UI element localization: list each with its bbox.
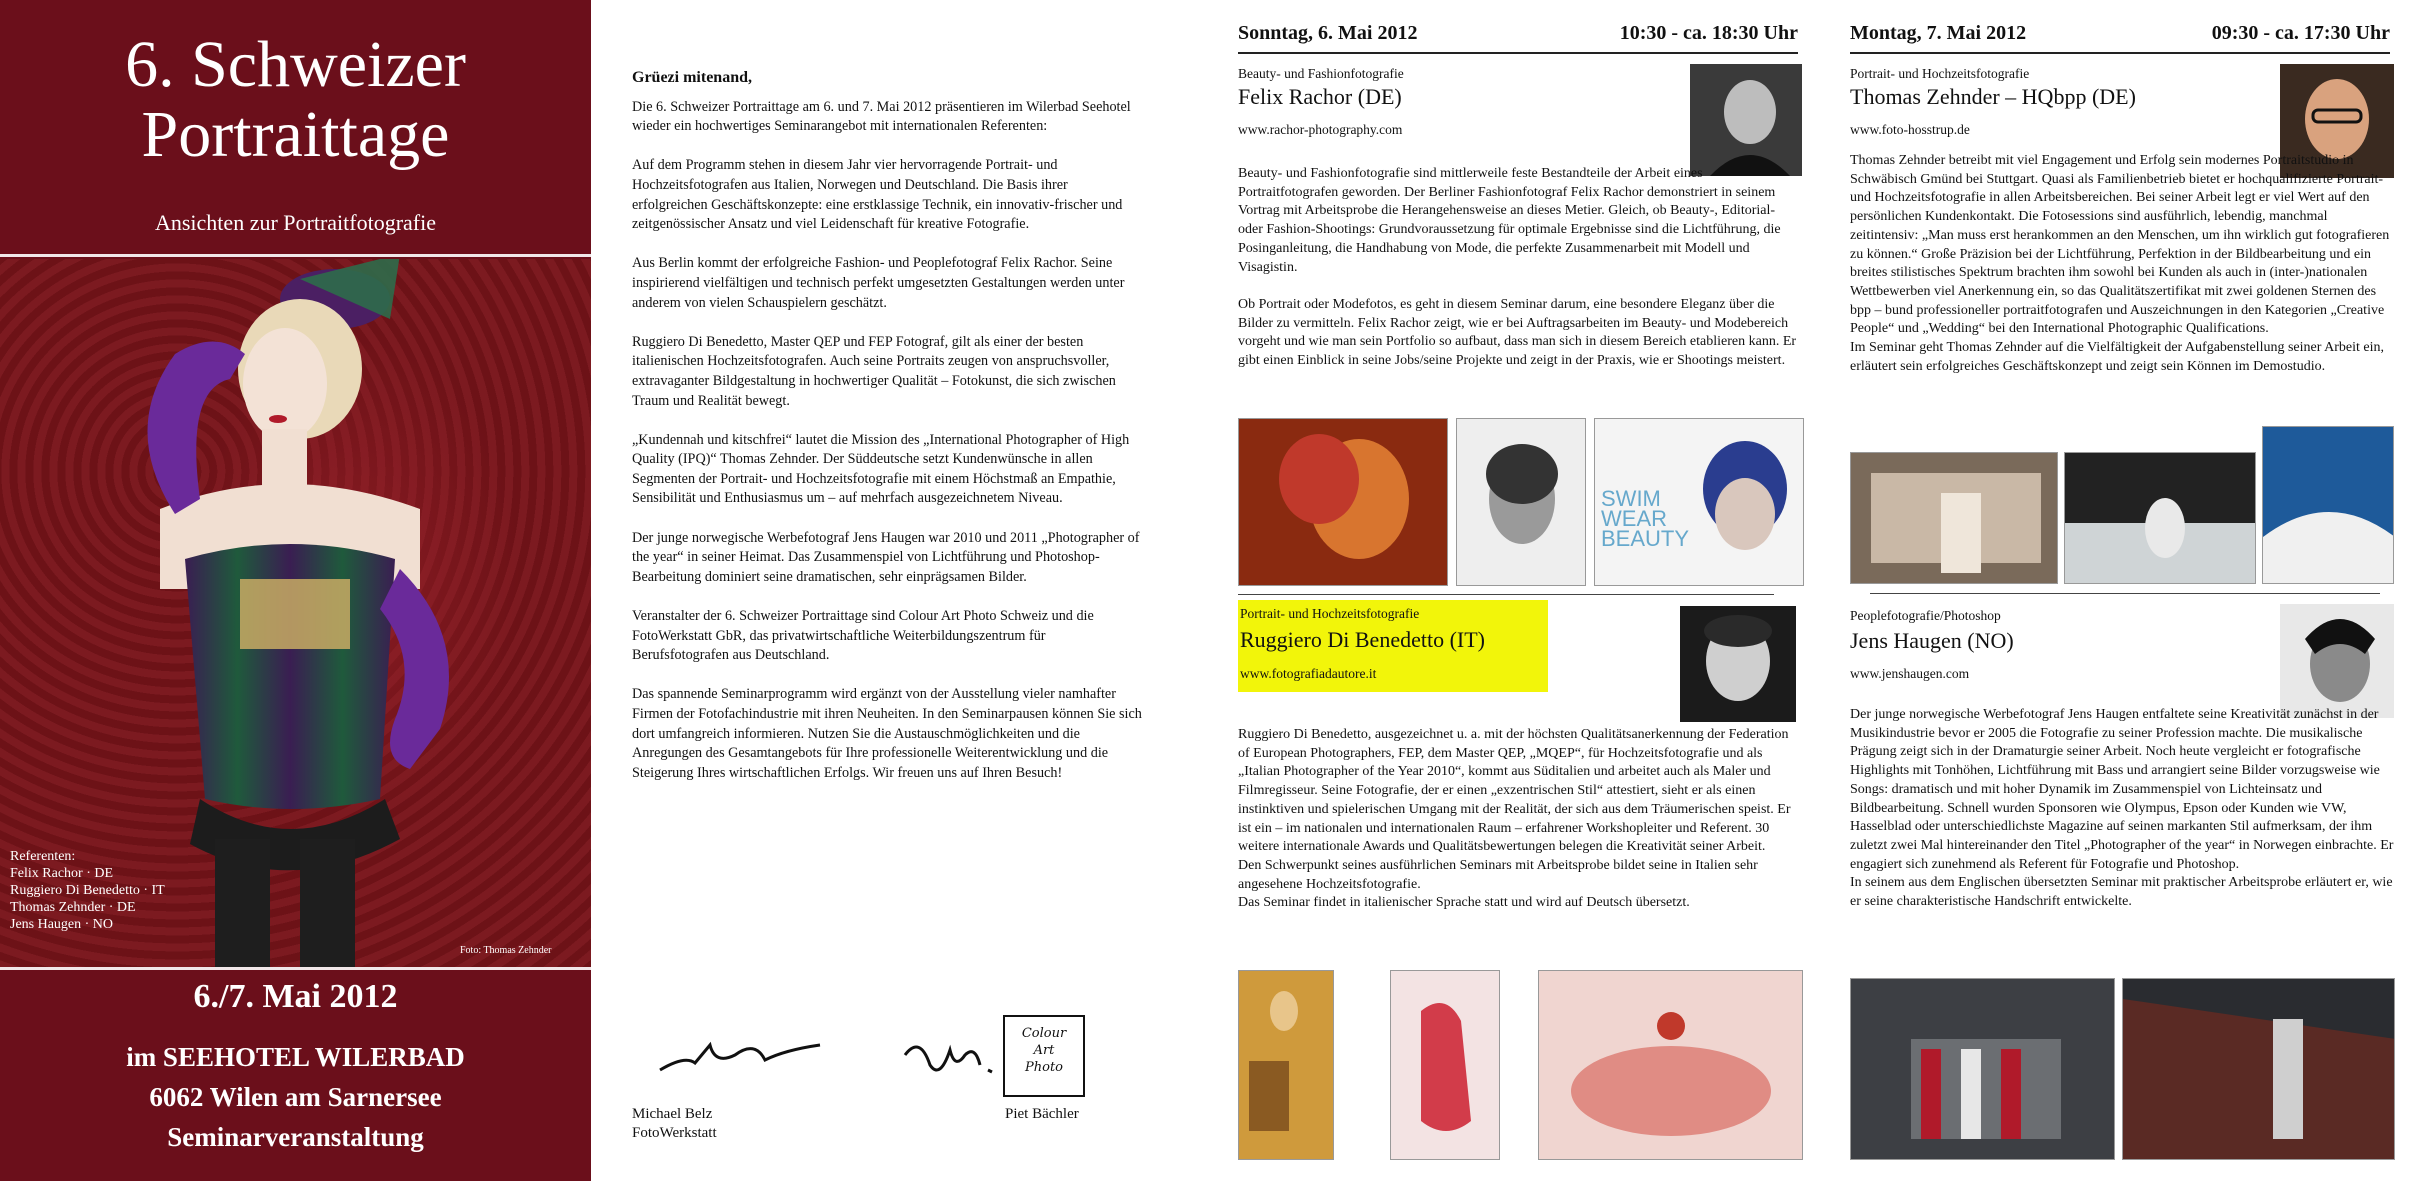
speaker-category: Portrait- und Hochzeitsfotografie [1850, 66, 2030, 81]
referent-item: Thomas Zehnder · DE [10, 900, 136, 915]
sample-photo [2064, 452, 2256, 584]
speaker-category: Portrait- und Hochzeitsfotografie [1240, 606, 1420, 621]
intro-paragraph: Ruggiero Di Benedetto, Master QEP und FEP Fotograf, gilt als einer der besten italienischen Hochzeitsfotografen. Auch seine Portraits zeugen von anspruchsvoller, extravaganter Bildgestaltung in hochwertiger Qualität – Fotokunst, die sich zwischen Traum und Realität bewegt. [632, 333, 1116, 409]
day1-header-rule [1238, 52, 1798, 54]
speaker-bio-paragraph: Das Seminar findet in italienischer Sprache statt und wird auf Deutsch übersetzt. [1238, 895, 1690, 911]
referents-list [10, 848, 165, 933]
referent-item: Felix Rachor · DE [10, 866, 114, 881]
sample-photo [2122, 978, 2395, 1160]
intro-paragraph: Auf dem Programm stehen in diesem Jahr vier hervorragende Portrait- und Hochzeitsfotografen aus Italien, Norwegen und Deutschland. Die Basis ihrer erfolgreichen Geschäftskonzepte: eine erstklassige Technik, ein innovativ-frischer und zeitgenössischer Ansatz und viel Leidenschaft für kreative Fotografie. [632, 157, 1123, 233]
cover-title-line2: Portraittage [141, 98, 450, 171]
event-date: 6./7. Mai 2012 [193, 978, 398, 1015]
sample-photo [1390, 970, 1500, 1160]
speaker-bio [1850, 152, 2395, 376]
speaker-name: Jens Haugen (NO) [1850, 628, 2014, 653]
jens-haugen-portrait [2280, 604, 2394, 718]
swimwear-text-line: BEAUTY [1601, 526, 1690, 551]
colour-art-photo-logo [1003, 1015, 1085, 1097]
speaker-name: Ruggiero Di Benedetto (IT) [1240, 627, 1485, 652]
photo-credit: Foto: Thomas Zehnder [460, 945, 552, 956]
swimwear-text-line: SWIM [1601, 486, 1661, 511]
sample-photo [1850, 452, 2058, 584]
sample-photo [1850, 978, 2115, 1160]
event-type: Seminarveranstaltung [167, 1122, 424, 1152]
signature-piet-baechler [900, 1025, 1000, 1090]
speaker-url: www.rachor-photography.com [1238, 122, 1403, 137]
speaker-bio-paragraph: Ruggiero Di Benedetto, ausgezeichnet u. a. mit der höchsten Qualitätsanerkennung der Federation of European Photographers, FEP, dem Master QEP, „MQEP“, für Hochzeitsfotografie und als „Italian Photographer of the Year 2010“, kommt aus Süditalien und arbeitet auch als Maler und Filmregisseur. Seine Fotografie, der er einen „exzentrischen Stil“ attestiert, sieht er als einen instinktiven und spielerischen Umgang mit der Realität, der sich aus dem Träumerischen speist. Er ist ein – im nationalen und internationalen Raum – erfahrener Workshopleiter und Referent. 30 weitere internationale Awards und Qualitätsbewertungen belegen die Kreativität seiner Arbeit. [1238, 727, 1791, 855]
event-address: 6062 Wilen am Sarnersee [149, 1082, 442, 1112]
speaker-bio [1850, 706, 2395, 912]
speaker-bio-paragraph: Der junge norwegische Werbefotograf Jens Haugen entfaltete seine Kreativität zunächst in der Musikindustrie bevor er 2005 die Fotografie zu seiner Profession machte. Die musikalische Prägung zeigt sich in der Dramaturgie seiner Arbeit. Noch heute vergleicht er fotografische Highlights mit Tonhöhen, Lichtführung mit Bass und arrangiert seine Bilder vorzugsweise wie Songs: dramatisch und mit hoher Dynamik im Zusammenspiel von Lichteinsatz und Bildbearbeitung. Schnell wurden Sponsoren wie Olympus, Epson oder Kunden wie VW, Hasselblad oder unterschiedlichste Magazine auf seinen markanten Stil aufmerksam, der ihm zuletzt zwei Mal hintereinander den Titel „Photographer of the year“ in Norwegen einbrachte. Er engagiert sich zunehmend als Referent für Fotografie und Photoshop. [1850, 707, 2394, 872]
cover-title-line1: 6. Schweizer [125, 28, 466, 101]
day1-date: Sonntag, 6. Mai 2012 [1238, 22, 1418, 44]
speaker-bio-paragraph: Ob Portrait oder Modefotos, es geht in diesem Seminar darum, eine besondere Eleganz über die Bilder zu vermitteln. Felix Rachor zeigt, wie er bei Auftragsarbeiten im Beauty- und Modebereich vorgeht und wie man sein Portfolio so aufbaut, dass man sich in diesem Bereich etablieren kann. Er gibt einen Einblick in seine Jobs/seine Projekte und zeigt in der Praxis, wie er Shootings meistert. [1238, 296, 1797, 369]
intro-paragraph: Die 6. Schweizer Portraittage am 6. und 7. Mai 2012 präsentieren im Wilerbad Seehotel wieder ein hochwertiges Seminarangebot mit internationalen Referenten: [632, 98, 1131, 135]
intro-paragraph: „Kundennah und kitschfrei“ lautet die Mission des „International Photographer of High Quality (IPQ)“ Thomas Zehnder. Der Süddeutsche setzt Kundenwünsche in allen Segmenten der Portrait- und Hochzeitsfotografie mit einem Höchstmaß an Empathie, Sensibilität und Enthusiasmus um – auf mehrfach ausgezeichnetem Niveau. [632, 431, 1130, 507]
logo-line: Photo [1025, 1060, 1063, 1075]
section-rule [1238, 594, 1774, 595]
speaker-bio-paragraph: Den Schwerpunkt seines ausführlichen Seminars mit Arbeitsprobe bildet seine in Italien sehr angesehene Hochzeitsfotografie. [1238, 857, 1758, 892]
speaker-bio [1238, 726, 1803, 913]
intro-letter [632, 68, 1142, 803]
event-venue: im SEEHOTEL WILERBAD [126, 1042, 465, 1072]
referent-item: Jens Haugen · NO [10, 917, 114, 932]
referent-item: Ruggiero Di Benedetto · IT [10, 883, 165, 898]
cover-divider-top [0, 254, 591, 257]
speaker-bio-paragraph: Thomas Zehnder betreibt mit viel Engagement und Erfolg sein modernes Portraitstudio in Schwäbisch Gmünd bei Stuttgart. Quasi als Familienbetrieb bietet er hochqualifizierte Portrait- und Hochzeitsfotografie in allen Arbeitsbereichen. Bei seiner Arbeit legt er viel Wert auf den persönlichen Kundenkontakt. Die Fotosessions sind ausführlich, lebendig, manchmal zeitintensiv: „Man muss erst herankommen an den Menschen, um ihn wirklich gut fotografieren zu können.“ Große Präzision bei der Lichtführung, Perfektion in der Bildbearbeitung und ein breites stilistisches Spektrum brachten ihm sowohl bei Kunden als auch in (inter-)nationalen Wettbewerben viel Anerkennung ein, so das Qualitätszertifikat mit zwei goldenen Sternen des bpp – bund professioneller portraitfotografen und Auszeichnungen in den Kategorien „Creative People“ und „Wedding“ bei den International Photographic Qualifications. [1850, 153, 2390, 337]
felix-rachor-portrait [1690, 64, 1802, 176]
cover-divider-bottom [0, 967, 591, 970]
logo-line: Art [1033, 1043, 1055, 1058]
sample-photo [1238, 970, 1334, 1160]
day2-header-rule [1850, 52, 2390, 54]
speaker-url: www.jenshaugen.com [1850, 666, 1970, 681]
intro-paragraph: Der junge norwegische Werbefotograf Jens Haugen war 2010 und 2011 „Photographer of the year“ in seiner Heimat. Das Zusammenspiel von Lichtführung und Photoshop-Bearbeitung dominiert seine dramatischen, sehr einprägsamen Bilder. [632, 529, 1140, 585]
referents-heading: Referenten: [10, 849, 76, 864]
cover-subtitle: Ansichten zur Portraitfotografie [154, 210, 436, 235]
sample-photo-swimwear [1594, 418, 1804, 586]
speaker-name: Thomas Zehnder – HQbpp (DE) [1850, 84, 2136, 109]
logo-line: Colour [1021, 1026, 1067, 1041]
signature-michael-belz [655, 1025, 825, 1085]
sample-photo [1456, 418, 1586, 586]
signer1 [632, 1105, 717, 1143]
intro-paragraph: Das spannende Seminarprogramm wird ergänzt von der Ausstellung vieler namhafter Firmen der Fotofachindustrie mit ihren Neuheiten. In den Seminarpausen können Sie sich dort umfangreich informieren. Nutzen Sie die Austauschmöglichkeiten und die Anregungen des Gesamtangebots für Ihre professionelle Weiterentwicklung und die Steigerung Ihres wirtschaftlichen Erfolgs. Wir freuen uns auf Ihren Besuch! [632, 686, 1142, 781]
speaker-bio-paragraph: In seinem aus dem Englischen übersetzten Seminar mit praktischer Arbeitsprobe erläutert er, wie er seine charakteristische Handschrift entwickelte. [1850, 875, 2393, 910]
sample-photo [2262, 426, 2394, 584]
speaker-url: www.foto-hosstrup.de [1850, 122, 1970, 137]
speaker-bio-paragraph: Im Seminar geht Thomas Zehnder auf die Vielfältigkeit der Aufgabenstellung seiner Arbeit ein, erläutert sein erfolgreiches Geschäftskonzept und zeigt sein Können im Demostudio. [1850, 340, 2384, 374]
sample-photo [1238, 418, 1448, 586]
signer2-name: Piet Bächler [1005, 1106, 1079, 1122]
speaker-category: Beauty- und Fashionfotografie [1238, 66, 1404, 81]
intro-paragraph: Veranstalter der 6. Schweizer Portraittage sind Colour Art Photo Schweiz und die FotoWerkstatt GbR, das privatwirtschaftliche Weiterbildungszentrum für Berufsfotografen aus Deutschland. [632, 608, 1094, 664]
swimwear-text-line: WEAR [1601, 506, 1667, 531]
speaker-url: www.fotografiadautore.it [1240, 666, 1377, 681]
day1-time: 10:30 - ca. 18:30 Uhr [1619, 22, 1798, 44]
intro-paragraph: Aus Berlin kommt der erfolgreiche Fashion- und Peoplefotograf Felix Rachor. Seine inspirierend vielfältigen und technisch perfekt umgesetzten Gestaltungen werden unter anderem von vielen Schauspielern geschätzt. [632, 255, 1125, 311]
speaker-bio [1238, 165, 1803, 389]
speaker-name: Felix Rachor (DE) [1238, 84, 1402, 109]
signer1-org: FotoWerkstatt [632, 1125, 717, 1141]
sample-photo [1538, 970, 1803, 1160]
swimwear-text [1601, 486, 1690, 551]
signer1-name: Michael Belz [632, 1106, 713, 1122]
day2-time: 09:30 - ca. 17:30 Uhr [2211, 22, 2390, 44]
speaker-bio-paragraph: Beauty- und Fashionfotografie sind mittlerweile feste Bestandteile der Arbeit eines Portraitfotografen geworden. Der Berliner Fashionfotograf Felix Rachor demonstriert in seinem Vortrag mit Arbeitsprobe die Herangehensweise an dieses Metier. Gleich, ob Beauty-, Editorial- oder Fashion-Shootings: Grundvoraussetzung für optimale Ergebnisse sind die Lichtführung, die Posinganleitung, die Handhabung von Mode, die perfekte Zusammenarbeit mit Modell und Visagistin. [1238, 166, 1781, 275]
ruggiero-portrait [1680, 606, 1796, 722]
speaker-category: Peoplefotografie/Photoshop [1850, 608, 2001, 623]
cover-title [0, 30, 591, 170]
intro-greeting: Grüezi mitenand, [632, 69, 752, 86]
section-rule [1870, 593, 2380, 594]
day2-date: Montag, 7. Mai 2012 [1850, 22, 2027, 44]
